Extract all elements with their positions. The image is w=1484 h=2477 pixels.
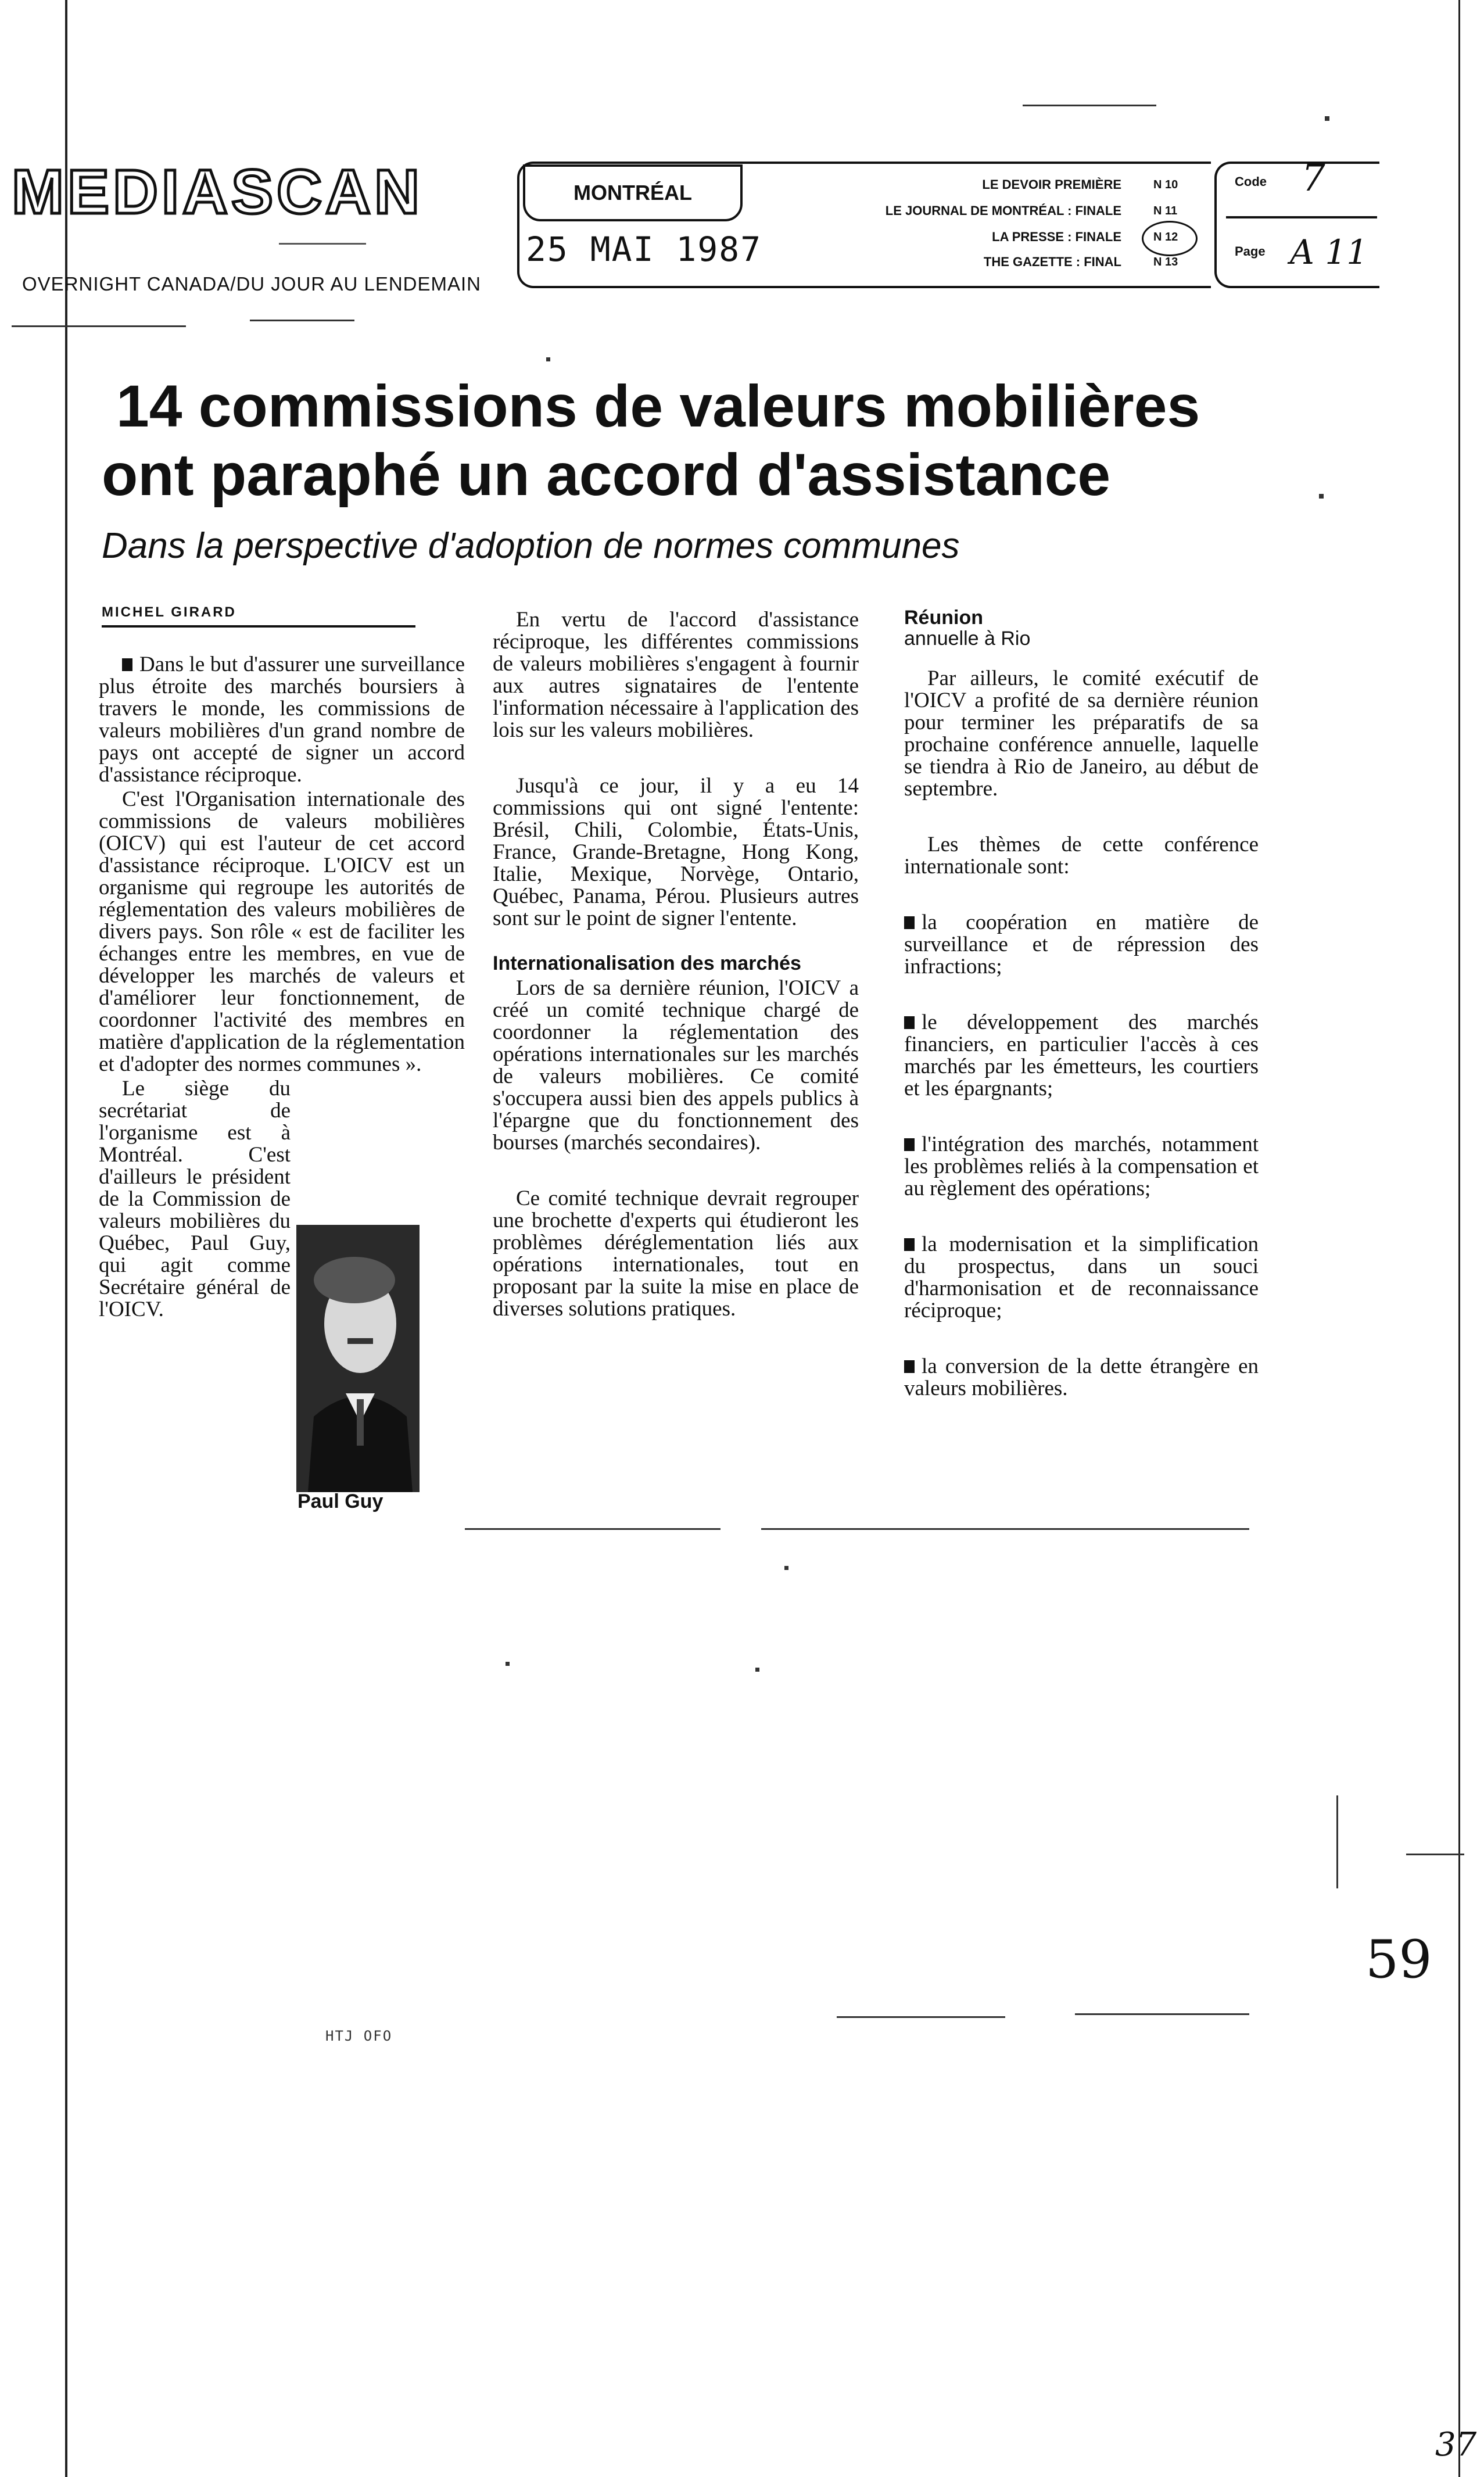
headline-line-1: 14 commissions de valeurs mobilières xyxy=(116,373,1200,439)
paragraph: C'est l'Organisation internationale des commissions de valeurs mobilières (OICV) qui est l'auteur de cet accord d'assistance réciproque. L'OICV est un organisme qui regroupe les autorités de réglementation des valeurs mobilières de divers pays. Son rôle « est de faciliter les échanges entre les membres, en vue de développer les marchés de valeurs et d'améliorer leur fonctionnement, de coordonner l'activité des membres en matière d'application de la réglementation et d'adopter des normes communes ». xyxy=(99,787,465,1076)
scan-dash xyxy=(837,2016,1005,2018)
code-page-separator xyxy=(1226,216,1377,218)
paragraph: Les thèmes de cette conférence internationale sont: xyxy=(904,833,1259,879)
scan-dash xyxy=(1075,2013,1249,2015)
bullet-square-icon xyxy=(122,658,132,671)
photo-caption: Paul Guy xyxy=(297,1490,383,1512)
right-margin-line xyxy=(1458,0,1460,2477)
bullet-square-icon xyxy=(904,1016,915,1029)
paper-name: LE JOURNAL DE MONTRÉAL : FINALE xyxy=(885,203,1121,218)
headline-line-2: ont paraphé un accord d'assistance xyxy=(102,442,1111,508)
faint-stamp: HTJ OFO xyxy=(325,2028,393,2044)
logo-underline xyxy=(279,243,366,245)
scan-dot xyxy=(506,1662,510,1666)
code-value: 7 xyxy=(1302,157,1325,200)
theme-item: la modernisation et la simplification du prospectus, dans un souci d'harmonisation et de reconnaissance réciproque; xyxy=(904,1232,1259,1322)
handwritten-page-number: 59 xyxy=(1365,1929,1432,1990)
scan-dash xyxy=(250,320,354,321)
theme-item: la coopération en matière de surveillance et de répression des infractions; xyxy=(904,910,1259,978)
mediascan-logo: MEDIASCAN xyxy=(12,156,424,227)
paper-edition: N 10 xyxy=(1153,178,1178,191)
scan-dash xyxy=(12,325,186,327)
scan-dot xyxy=(546,357,550,361)
edition-circle-mark xyxy=(1142,221,1198,256)
code-label: Code xyxy=(1235,174,1267,189)
scan-dot xyxy=(1319,494,1324,499)
scan-dash xyxy=(761,1528,1249,1530)
paragraph: Le siège du secrétariat de l'organisme est à Montréal. C'est d'ailleurs le président de la Commission de valeurs mobilières du Québec, Paul Guy, qui agit comme Secrétaire général de l'OICV. xyxy=(99,1077,291,1321)
section-subhead: Réunion xyxy=(904,607,983,629)
bullet-square-icon xyxy=(904,1138,915,1151)
paper-edition-circled: N 12 xyxy=(1153,231,1178,243)
portrait-image-icon xyxy=(296,1225,420,1492)
bullet-square-icon xyxy=(904,1360,915,1373)
byline: MICHEL GIRARD xyxy=(102,604,236,620)
page-label: Page xyxy=(1235,244,1266,259)
subheadline: Dans la perspective d'adoption de normes communes xyxy=(102,526,960,566)
scan-dot xyxy=(1325,116,1329,121)
page-value: A 11 xyxy=(1290,232,1368,272)
paragraph: Lors de sa dernière réunion, l'OICV a créé un comité technique chargé de coordonner la réglementation des opérations internationales sur les marchés de valeurs mobilières. Ce comité s'occupera aussi bien des appels publics à l'épargne que du fonctionnement des bourses (marchés secondaires). xyxy=(493,976,859,1155)
handwritten-corner-mark: 37 xyxy=(1435,2426,1477,2464)
theme-item: le développement des marchés financiers, en particulier l'accès à ces marchés par les émetteurs, les courtiers et les épargnants; xyxy=(904,1010,1259,1101)
bullet-square-icon xyxy=(904,1238,915,1251)
theme-item: la conversion de la dette étrangère en valeurs mobilières. xyxy=(904,1354,1259,1400)
paper-name: LA PRESSE : FINALE xyxy=(992,230,1121,244)
scan-dot xyxy=(755,1668,759,1672)
paper-name: LE DEVOIR PREMIÈRE xyxy=(982,177,1121,192)
paper-edition: N 11 xyxy=(1153,205,1178,217)
scan-dash xyxy=(465,1528,721,1530)
portrait-photo xyxy=(296,1225,420,1492)
theme-item: l'intégration des marchés, notamment les problèmes reliés à la compensation et au règlement des opérations; xyxy=(904,1132,1259,1200)
byline-rule xyxy=(102,625,415,628)
scan-dash xyxy=(1406,1854,1464,1855)
scan-dash xyxy=(1023,105,1156,106)
paragraph: Dans le but d'assurer une surveillance plus étroite des marchés boursiers à travers le monde, les commissions de valeurs mobilières d'un grand nombre de pays ont accepté de signer un accord d'assistance réciproque. xyxy=(99,653,465,787)
bullet-square-icon xyxy=(904,916,915,929)
publication-date: 25 MAI 1987 xyxy=(526,230,762,269)
service-tagline: OVERNIGHT CANADA/DU JOUR AU LENDEMAIN xyxy=(22,273,482,295)
article-column-1 xyxy=(99,654,465,1323)
paper-edition: N 13 xyxy=(1153,256,1178,268)
left-margin-line xyxy=(65,0,67,2477)
paragraph: Ce comité technique devrait regrouper une brochette d'experts qui étudieront les problèmes déréglementation liés aux opérations internationales, tout en proposant par la suite la mise en place de diverses solutions pratiques. xyxy=(493,1186,859,1321)
paragraph: En vertu de l'accord d'assistance réciproque, les différentes commissions de valeurs mobilières s'engagent à fournir aux autres signataires de l'entente l'information nécessaire à l'application des lois sur les valeurs mobilières. xyxy=(493,608,859,742)
paper-name: THE GAZETTE : FINAL xyxy=(983,254,1121,269)
paragraph: Jusqu'à ce jour, il y a eu 14 commissions qui ont signé l'entente: Brésil, Chili, Colombie, États-Unis, France, Grande-Bretagne, Hong Kong, Italie, Mexique, Norvège, Ontario, Québec, Panama, Pérou. Plusieurs autres sont sur le point de signer l'entente. xyxy=(493,774,859,930)
headline xyxy=(102,372,1264,509)
paragraph: Par ailleurs, le comité exécutif de l'OICV a profité de sa dernière réunion pour terminer les préparatifs de sa prochaine conférence annuelle, laquelle se tiendra à Rio de Janeiro, au début de septembre. xyxy=(904,666,1259,801)
city-label: MONTRÉAL xyxy=(523,164,743,221)
scan-dash xyxy=(1336,1795,1338,1888)
scan-dot xyxy=(784,1566,788,1570)
article-column-2 xyxy=(493,609,859,1322)
section-subhead: Internationalisation des marchés xyxy=(493,952,801,974)
section-subhead: annuelle à Rio xyxy=(904,628,1031,650)
article-column-3 xyxy=(904,607,1259,1402)
